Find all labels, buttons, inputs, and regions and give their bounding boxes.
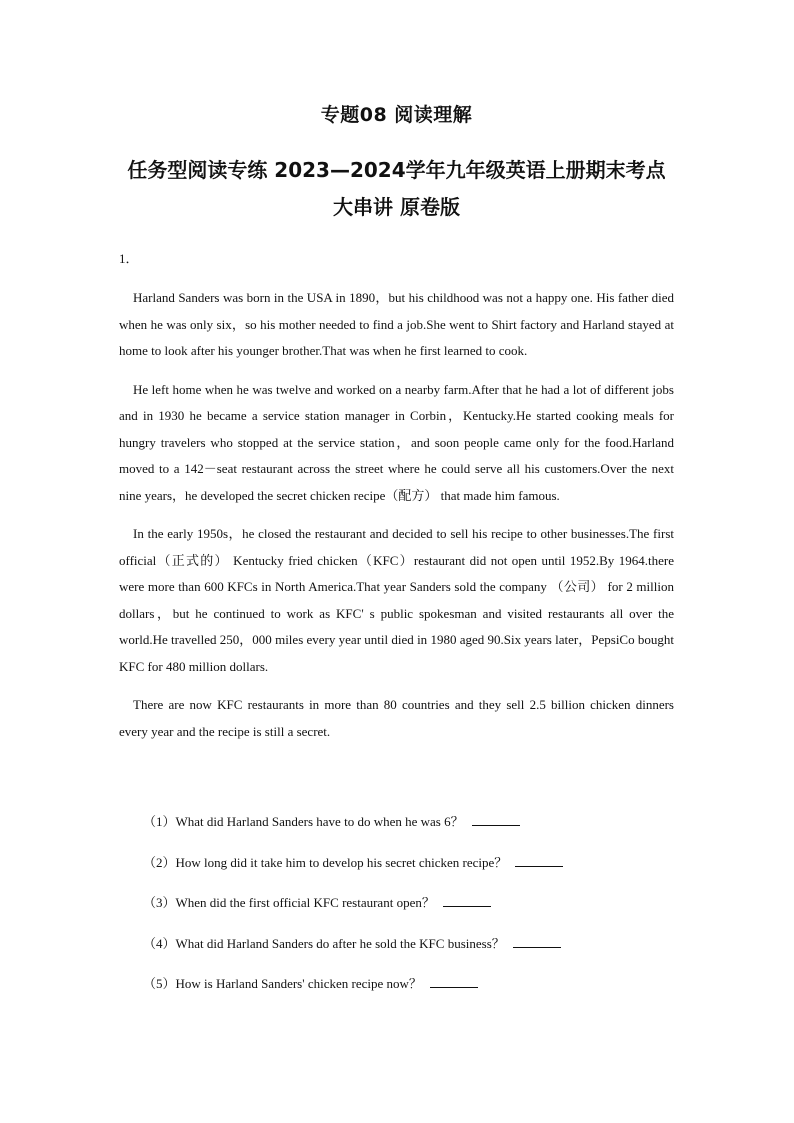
question-text: （2）How long did it take him to develop his secret chicken recipe？ bbox=[143, 854, 508, 870]
question-item bbox=[143, 853, 673, 894]
passage-paragraph: There are now KFC restaurants in more than 80 countries and they sell 2.5 billion chicken dinners every year and the recipe is still a secret. bbox=[119, 697, 674, 739]
answer-blank[interactable] bbox=[443, 894, 491, 907]
page-subtitle: 任务型阅读专练 2023—2024学年九年级英语上册期末考点大串讲 原卷版 bbox=[127, 158, 666, 219]
question-item bbox=[143, 893, 673, 934]
question-number: 1． bbox=[119, 251, 139, 266]
question-text: （1）What did Harland Sanders have to do when he was 6？ bbox=[143, 814, 464, 829]
question-text: （5）How is Harland Sanders' chicken recipe now？ bbox=[143, 976, 422, 991]
answer-blank[interactable] bbox=[513, 935, 561, 948]
question-item bbox=[143, 934, 673, 975]
question-text: （4）What did Harland Sanders do after he sold the KFC business？ bbox=[143, 935, 505, 951]
reading-passage bbox=[119, 285, 674, 757]
passage-paragraph: Harland Sanders was born in the USA in 1890，but his childhood was not a happy one. His father died when he was only six，so his mother needed to find a job.She went to Shirt factory and Harland stayed at home to look after his younger brother.That was when he first learned to cook. bbox=[119, 290, 674, 358]
page-title: 专题08 阅读理解 bbox=[320, 104, 473, 126]
question-item bbox=[143, 974, 673, 1015]
passage-paragraph: He left home when he was twelve and worked on a nearby farm.After that he had a lot of different jobs and in 1930 he became a service station manager in Corbin，Kentucky.He started cooking meals for hungry travelers who stopped at the service station，and soon people came only for the food.Harland moved to a 142－seat restaurant across the street where he could serve all his customers.Over the next nine years，he developed the secret chicken recipe（配方） that made him famous. bbox=[119, 381, 674, 503]
question-list bbox=[143, 812, 673, 1015]
answer-blank[interactable] bbox=[430, 975, 478, 988]
passage-paragraph: In the early 1950s，he closed the restaurant and decided to sell his recipe to other businesses.The first official（正式的） Kentucky fried chicken（KFC）restaurant did not open until 1952.By 1964.there were more than 600 KFCs in North America.That year Sanders sold the company （公司） for 2 million dollars，but he continued to work as KFC' s public spokesman and visited restaurants all over the world.He travelled 250，000 miles every year until died in 1980 aged 90.Six years later，PepsiCo bought KFC for 480 million dollars. bbox=[119, 526, 674, 674]
answer-blank[interactable] bbox=[515, 854, 563, 867]
question-item bbox=[143, 812, 673, 853]
answer-blank[interactable] bbox=[472, 813, 520, 826]
question-text: （3）When did the first official KFC restaurant open？ bbox=[143, 895, 435, 910]
